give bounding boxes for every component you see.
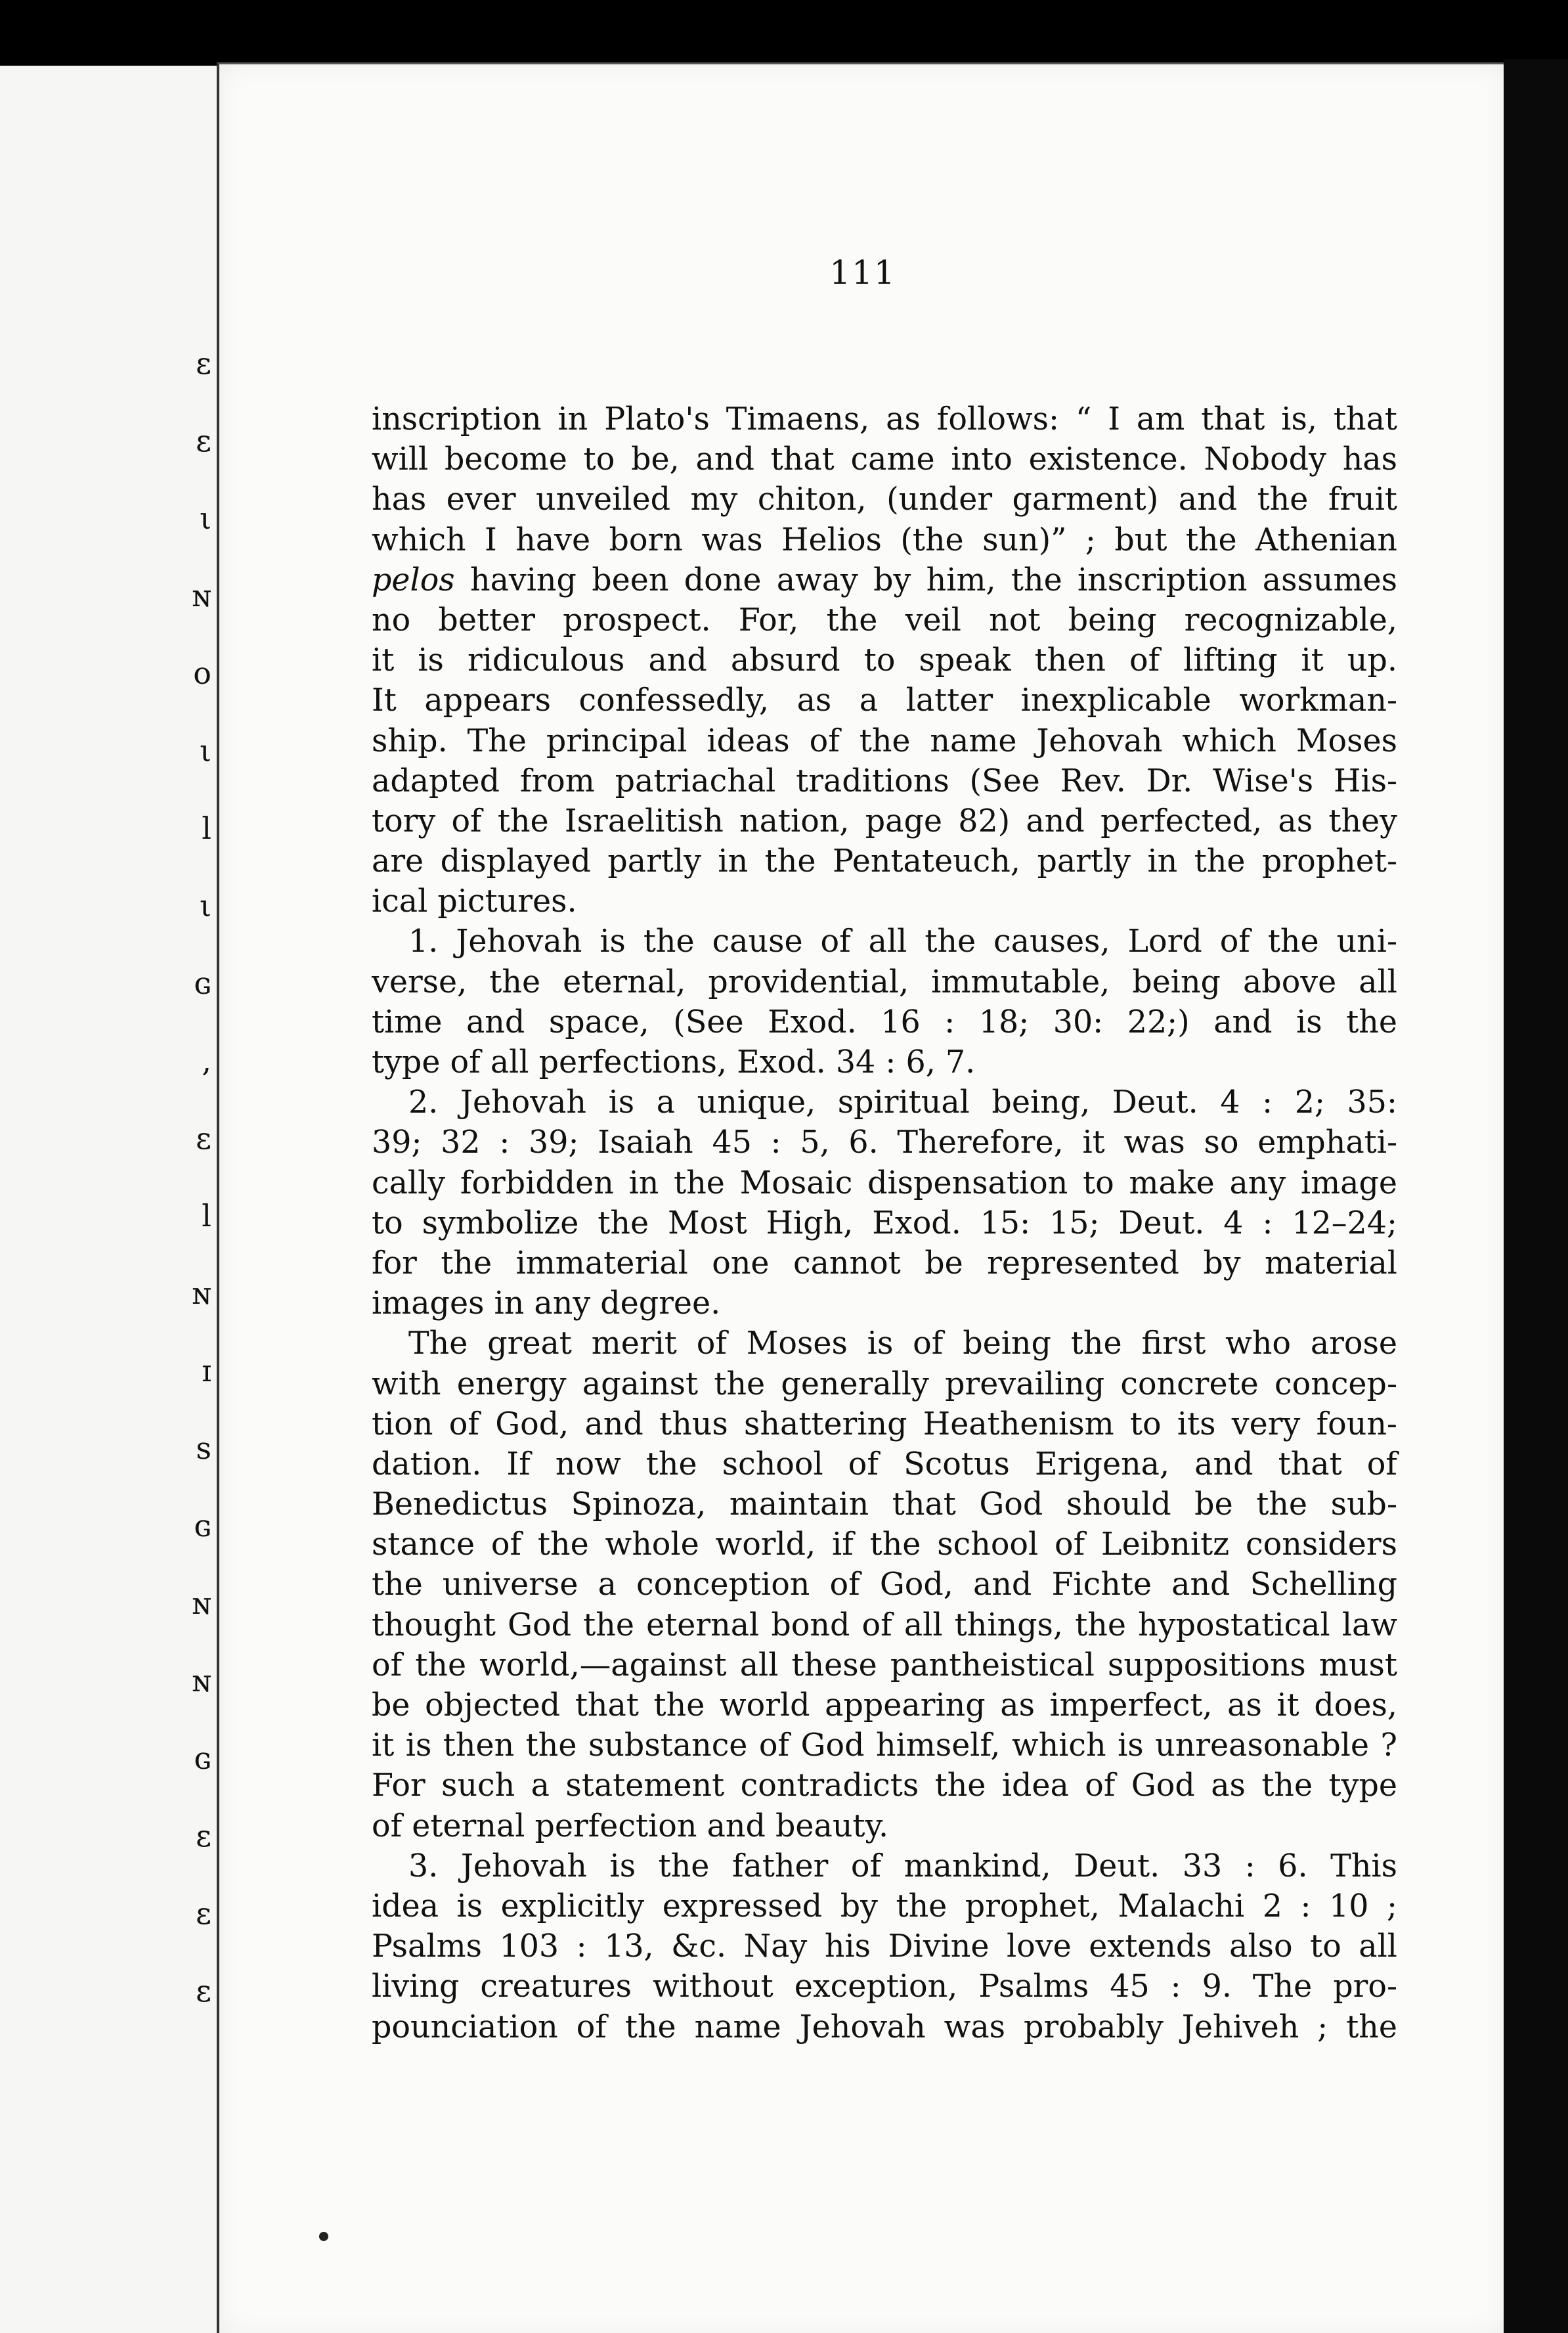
text-line: adapted from patriachal traditions (See Rev. Dr. Wise's His-	[372, 763, 1397, 799]
italic-word: pelos	[372, 562, 455, 598]
text-line: It appears confessedly, as a latter inexplicable workman-	[372, 682, 1397, 719]
text-line: are displayed partly in the Pentateuch, partly in the prophet-	[372, 843, 1397, 880]
text-line: dation. If now the school of Scotus Erigena, and that of	[372, 1446, 1397, 1482]
text-line: thought God the eternal bond of all things, the hypostatical law	[372, 1607, 1397, 1643]
text-line: which I have born was Helios (the sun)” ; but the Athenian	[372, 522, 1397, 558]
facing-page-fragment: ι	[199, 733, 211, 768]
text-line: tion of God, and thus shattering Heathenism to its very foun-	[372, 1406, 1397, 1442]
facing-page-fragment: s	[196, 1431, 211, 1466]
text-line: Benedictus Spinoza, maintain that God should be the sub-	[372, 1486, 1397, 1523]
text-line: tory of the Israelitish nation, page 82) and perfected, as they	[372, 803, 1397, 839]
page-number: 111	[829, 254, 896, 292]
facing-page-fragment: l	[202, 811, 211, 846]
text-line: for the immaterial one cannot be represented by material	[372, 1245, 1397, 1281]
text-line: type of all perfections, Exod. 34 : 6, 7.	[372, 1044, 976, 1080]
text-line: ical pictures.	[372, 883, 577, 920]
facing-page-fragment: ε	[196, 423, 211, 458]
facing-page-fragment: ε	[196, 1896, 211, 1931]
facing-page-fragment: l	[202, 1198, 211, 1233]
text-line: pelos having been done away by him, the inscription assumes	[372, 562, 1397, 598]
text-line: inscription in Plato's Timaens, as follows: “ I am that is, that	[372, 401, 1397, 437]
page-text	[372, 399, 1397, 2047]
facing-page-fragment: ι	[199, 888, 211, 923]
facing-page-fragment: ι	[199, 500, 211, 536]
text-line: stance of the whole world, if the school of Leibnitz considers	[372, 1526, 1397, 1563]
text-line: ship. The principal ideas of the name Jehovah which Moses	[372, 722, 1397, 759]
facing-page-fragment: ɢ	[194, 1741, 211, 1776]
text-line: verse, the eternal, providential, immutable, being above all	[372, 964, 1397, 1000]
text-line: Psalms 103 : 13, &c. Nay his Divine love extends also to all	[372, 1928, 1397, 1965]
facing-page-fragment: ɢ	[194, 1508, 211, 1544]
facing-page-fragment: ᴏ	[193, 655, 211, 691]
facing-page-fragment: ɴ	[192, 1586, 211, 1621]
text-line: with energy against the generally prevailing concrete concep-	[372, 1366, 1397, 1402]
text-line: images in any degree.	[372, 1285, 721, 1322]
facing-page-fragment: ε	[196, 1973, 211, 2009]
text-line: will become to be, and that came into existence. Nobody has	[372, 441, 1397, 478]
facing-page-fragment: ɪ	[202, 1353, 211, 1389]
text-line: to symbolize the Most High, Exod. 15: 15; Deut. 4 : 12–24;	[372, 1205, 1397, 1241]
facing-page-fragment: ɢ	[194, 966, 211, 1001]
text-line: cally forbidden in the Mosaic dispensation to make any image	[372, 1165, 1397, 1201]
text-line: it is then the substance of God himself, which is unreasonable ?	[372, 1727, 1397, 1764]
text-line: The great merit of Moses is of being the first who arose	[408, 1325, 1397, 1362]
facing-page-fragment: ε	[196, 1818, 211, 1854]
facing-page-fragment: ɴ	[192, 1663, 211, 1699]
text-line: pounciation of the name Jehovah was probably Jehiveh ; the	[372, 2009, 1397, 2045]
facing-page-fragment: ɴ	[192, 578, 211, 613]
text-line: of eternal perfection and beauty.	[372, 1808, 889, 1844]
text-line: 39; 32 : 39; Isaiah 45 : 5, 6. Therefore, it was so emphati-	[372, 1124, 1397, 1161]
text-line: it is ridiculous and absurd to speak then of lifting it up.	[372, 642, 1397, 679]
right-page-shadow	[1504, 59, 1568, 2333]
text-line: 1. Jehovah is the cause of all the causes, Lord of the uni-	[408, 923, 1397, 960]
text-line: time and space, (See Exod. 16 : 18; 30: 22;) and is the	[372, 1004, 1397, 1040]
facing-page-fragment: ɛ	[196, 1121, 211, 1156]
text-line: 2. Jehovah is a unique, spiritual being, Deut. 4 : 2; 35:	[408, 1084, 1397, 1121]
text-line: the universe a conception of God, and Fichte and Schelling	[372, 1566, 1397, 1603]
text-line: For such a statement contradicts the idea of God as the type	[372, 1767, 1397, 1804]
text-line: has ever unveiled my chiton, (under garment) and the fruit	[372, 481, 1397, 518]
left-page-edge	[0, 66, 221, 2333]
text-line: living creatures without exception, Psalms 45 : 9. The pro-	[372, 1968, 1397, 2005]
facing-page-fragment: ɴ	[192, 1276, 211, 1311]
book-page	[217, 62, 1506, 2333]
ink-speck	[319, 2232, 328, 2241]
text-line: be objected that the world appearing as imperfect, as it does,	[372, 1687, 1397, 1723]
facing-page-fragment: ε	[196, 345, 211, 381]
text-line: no better prospect. For, the veil not being recognizable,	[372, 602, 1397, 638]
text-line: 3. Jehovah is the father of mankind, Deut. 33 : 6. This	[408, 1848, 1397, 1884]
text-line: idea is explicitly expressed by the prophet, Malachi 2 : 10 ;	[372, 1888, 1397, 1924]
text-line: of the world,—against all these pantheistical suppositions must	[372, 1647, 1397, 1683]
facing-page-fragment: ,	[202, 1043, 211, 1078]
